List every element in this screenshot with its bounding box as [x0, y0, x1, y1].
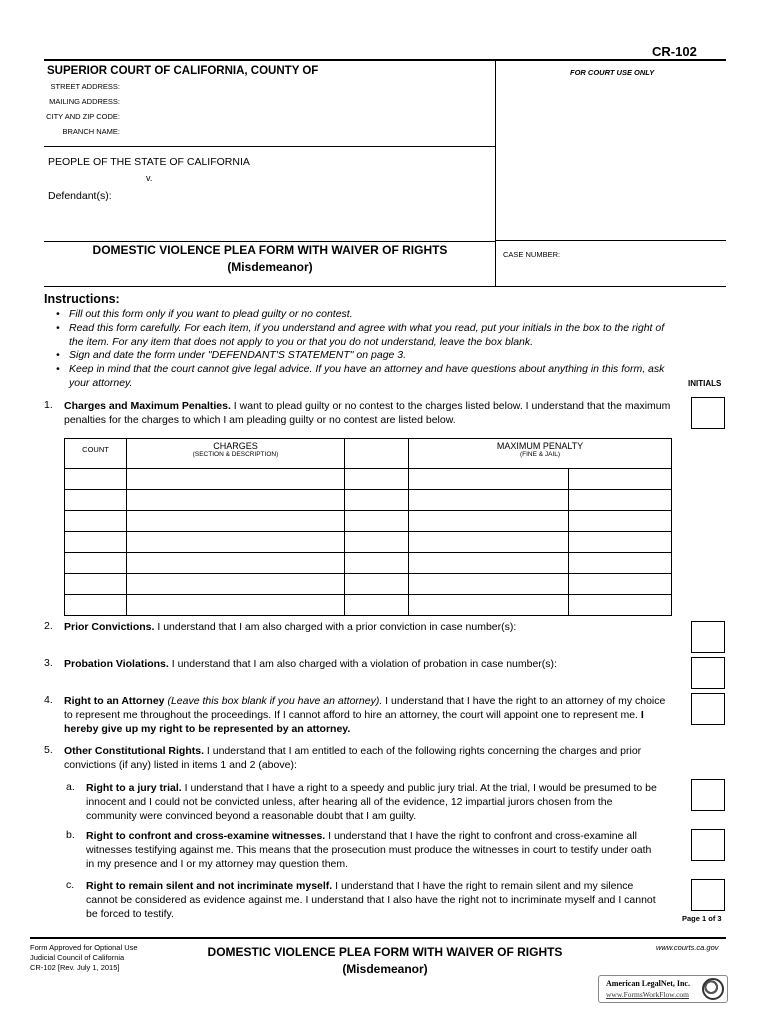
- table-row[interactable]: [65, 469, 672, 490]
- initials-box-1[interactable]: [691, 397, 725, 429]
- versus: v.: [146, 173, 153, 183]
- initials-box-4[interactable]: [691, 693, 725, 725]
- item-5b-text: Right to confront and cross-examine witnesses. I understand that I have the right to confront and cross-examine all witnesses testifying against me. This means that the prosecution must produce the witnesses in court to testify under oath in my presence and I or my attorney may question them.: [86, 830, 652, 870]
- item-5a-text: Right to a jury trial. I understand that I have a right to a speedy and public jury trial. At the trial, I would be presumed to be innocent and I could not be convicted unless, after hearing all of the evidence, 12 impartial jurors chosen from the community were convinced beyond a reasonable doubt that I am guilty.: [86, 782, 657, 822]
- courts-url[interactable]: www.courts.ca.gov: [656, 943, 719, 952]
- case-number-box[interactable]: [496, 241, 726, 287]
- bullet: •: [56, 308, 60, 320]
- publisher-logo-icon: [702, 978, 724, 1000]
- form-number: CR-102: [652, 44, 697, 59]
- table-row[interactable]: [65, 532, 672, 553]
- item-number: 4.: [44, 694, 53, 706]
- footer-approval: Form Approved for Optional Use Judicial Council of California CR-102 [Rev. July 1, 2015]: [30, 943, 138, 972]
- instructions-heading: Instructions:: [44, 292, 120, 306]
- instruction-3: Sign and date the form under "DEFENDANT'S STATEMENT" on page 3.: [69, 349, 407, 361]
- col-charges: CHARGES (SECTION & DESCRIPTION): [127, 439, 345, 469]
- item-number: 3.: [44, 657, 53, 669]
- branch-name-label: BRANCH NAME:: [62, 127, 120, 136]
- table-row[interactable]: [65, 574, 672, 595]
- col-count: COUNT: [65, 439, 127, 469]
- instruction-1: Fill out this form only if you want to plead guilty or no contest.: [69, 308, 353, 320]
- court-use-box: [496, 61, 726, 241]
- footer-title: DOMESTIC VIOLENCE PLEA FORM WITH WAIVER OF RIGHTS (Misdemeanor): [207, 945, 563, 976]
- item-number: 2.: [44, 620, 53, 632]
- form-title-line2: (Misdemeanor): [227, 260, 313, 274]
- table-row[interactable]: [65, 490, 672, 511]
- case-number-label: CASE NUMBER:: [503, 250, 561, 259]
- street-address-label: STREET ADDRESS:: [50, 82, 120, 91]
- court-title: SUPERIOR COURT OF CALIFORNIA, COUNTY OF: [47, 65, 319, 77]
- form-title-line1: DOMESTIC VIOLENCE PLEA FORM WITH WAIVER OF RIGHTS: [92, 243, 448, 257]
- bullet: •: [56, 363, 60, 375]
- instruction-4: Keep in mind that the court cannot give legal advice. If you have an attorney and have questions about anything in this form, ask your attorney.: [69, 363, 665, 389]
- item-number: 5.: [44, 744, 53, 756]
- item-letter: c.: [66, 879, 75, 891]
- instruction-2: Read this form carefully. For each item, if you understand and agree with what you read, put your initials in the box to the right of the item. For any item that does not apply to you or that you do not understand, leave the box blank.: [69, 322, 665, 348]
- initials-box-2[interactable]: [691, 621, 725, 653]
- initials-box-3[interactable]: [691, 657, 725, 689]
- item-letter: b.: [66, 829, 75, 841]
- initials-box-5b[interactable]: [691, 829, 725, 861]
- defendant-label: Defendant(s):: [48, 190, 112, 202]
- city-zip-label: CITY AND ZIP CODE:: [46, 112, 120, 121]
- initials-box-5a[interactable]: [691, 779, 725, 811]
- item-letter: a.: [66, 781, 75, 793]
- table-row[interactable]: [65, 595, 672, 616]
- item-2-text: Prior Convictions. I understand that I am also charged with a prior conviction in case number(s):: [64, 621, 517, 633]
- page-number: Page 1 of 3: [682, 914, 722, 923]
- plaintiff-name: PEOPLE OF THE STATE OF CALIFORNIA: [48, 156, 250, 168]
- item-4-text: Right to an Attorney (Leave this box blank if you have an attorney). I understand that I have the right to an attorney of my choice to represent me throughout the proceedings. If I cannot afford to hire an attorney, the court will appoint one to represent me. I hereby give up my right to be represented by an attorney.: [64, 695, 666, 735]
- col-charges-extra: [345, 439, 409, 469]
- initials-box-5c[interactable]: [691, 879, 725, 911]
- form-title: [44, 241, 496, 276]
- publisher-link[interactable]: www.FormsWorkFlow.com: [606, 990, 690, 999]
- item-3-text: Probation Violations. I understand that I am also charged with a violation of probation in case number(s):: [64, 658, 557, 670]
- initials-label: INITIALS: [688, 379, 722, 388]
- bullet: •: [56, 322, 60, 334]
- mailing-address-label: MAILING ADDRESS:: [49, 97, 120, 106]
- item-number: 1.: [44, 399, 53, 411]
- item-1-text: Charges and Maximum Penalties. I want to plead guilty or no contest to the charges listed below. I understand that the maximum penalties for the charges to which I am pleading guilty or no contest are listed below.: [64, 400, 671, 426]
- charges-table: [64, 438, 672, 616]
- footer-rule: [30, 937, 726, 939]
- bullet: •: [56, 349, 60, 361]
- table-row[interactable]: [65, 511, 672, 532]
- item-5-text: Other Constitutional Rights. I understand that I am entitled to each of the following rights concerning the charges and prior convictions (if any) listed in items 1 and 2 (above):: [64, 745, 642, 771]
- col-penalty: MAXIMUM PENALTY (FINE & JAIL): [409, 439, 672, 469]
- table-row[interactable]: [65, 553, 672, 574]
- court-use-label: FOR COURT USE ONLY: [570, 68, 655, 77]
- publisher-name: American LegalNet, Inc.: [606, 979, 690, 988]
- item-5c-text: Right to remain silent and not incriminate myself. I understand that I have the right to remain silent and my silence cannot be considered as evidence against me. I understand that I also have the right not to incriminate myself and I cannot be forced to testify.: [86, 880, 656, 920]
